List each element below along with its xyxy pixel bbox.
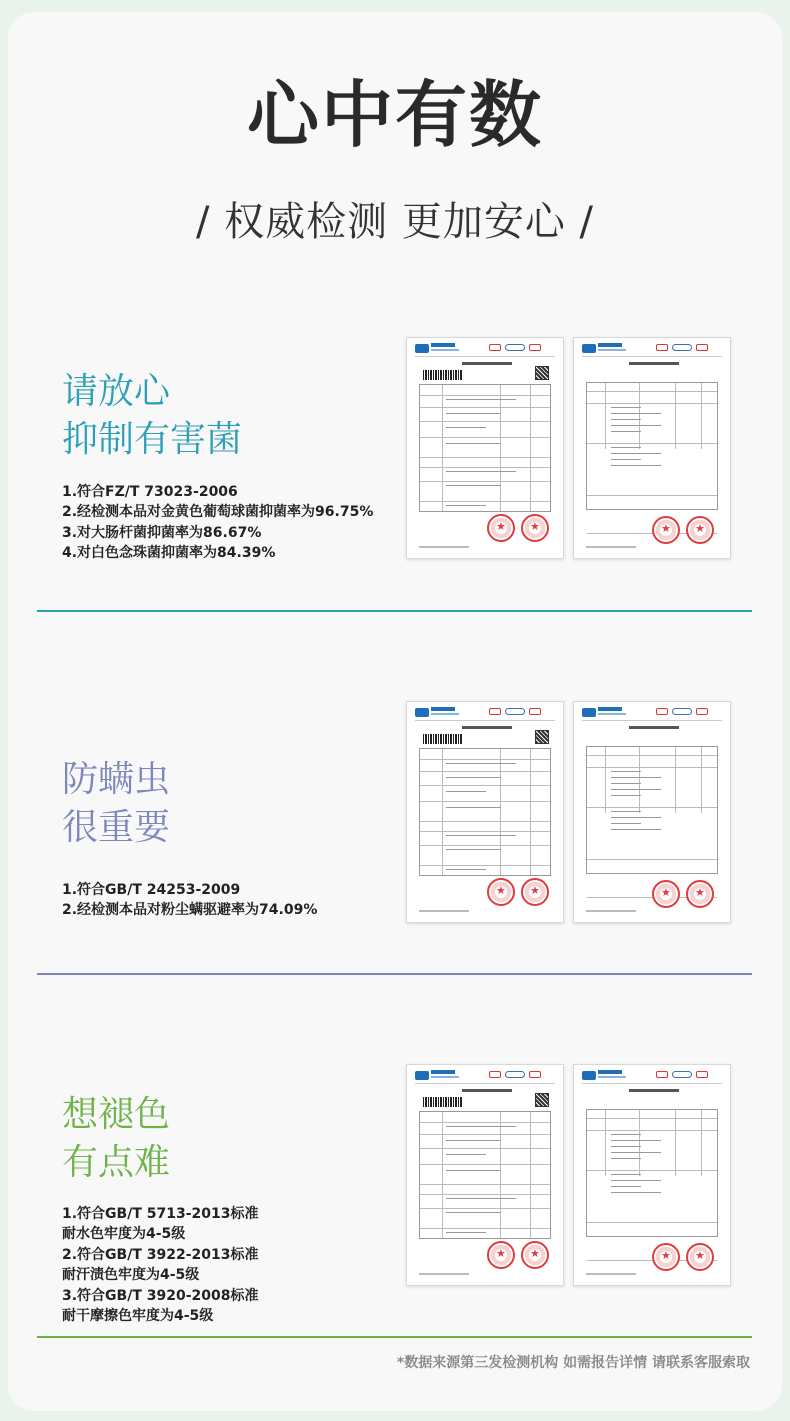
- report-text: [611, 413, 661, 414]
- point: 3.对大肠杆菌抑菌率为86.67%: [62, 524, 262, 541]
- report-footer: [419, 910, 469, 912]
- report-text: [611, 447, 641, 448]
- table-rule: [701, 1110, 702, 1176]
- star-icon: ★: [530, 1247, 540, 1260]
- table-rule: [587, 495, 717, 496]
- table-rule: [587, 443, 717, 444]
- ilac-badge-icon: [696, 708, 708, 715]
- red-seal-icon: [521, 1241, 549, 1269]
- report-logo-icon: [582, 344, 596, 353]
- report-rule: [415, 1083, 555, 1084]
- qr-code-icon: [535, 1093, 549, 1107]
- star-icon: ★: [530, 884, 540, 897]
- table-rule: [587, 767, 717, 768]
- table-rule: [639, 747, 640, 813]
- test-report-image: [573, 701, 731, 923]
- report-text: [611, 431, 641, 432]
- table-rule: [500, 749, 501, 875]
- report-text: [446, 1154, 486, 1155]
- report-text: [446, 869, 486, 870]
- report-text: [611, 817, 661, 818]
- report-text: [446, 849, 501, 850]
- report-title: [462, 362, 512, 365]
- report-title: [629, 726, 679, 729]
- point: 1.符合GB/T 24253-2009: [62, 882, 241, 898]
- report-logo-icon: [415, 1071, 429, 1080]
- heading-line-1: 想褪色: [62, 1094, 171, 1135]
- report-text: [611, 795, 641, 796]
- red-seal-icon: [521, 514, 549, 542]
- report-logo-text: [431, 1076, 459, 1078]
- cma-badge-icon: [489, 1071, 501, 1078]
- table-rule: [639, 383, 640, 449]
- table-rule: [530, 749, 531, 875]
- heading-line-2: 抑制有害菌: [62, 419, 243, 460]
- report-logo-text: [598, 1076, 626, 1078]
- star-icon: ★: [530, 520, 540, 533]
- page-title: 心中有数: [246, 73, 543, 157]
- report-text: [611, 789, 661, 790]
- table-rule: [587, 403, 717, 404]
- table-rule: [500, 385, 501, 511]
- qr-code-icon: [535, 366, 549, 380]
- point: 2.经检测本品对金黄色葡萄球菌抑菌率为96.75%: [62, 504, 374, 521]
- report-text: [446, 1140, 501, 1141]
- point: 3.符合GB/T 3920-2008标准: [62, 1287, 259, 1304]
- report-text: [446, 791, 486, 792]
- test-report-image: [406, 337, 564, 559]
- report-text: [446, 1126, 516, 1127]
- report-table: [419, 748, 551, 876]
- test-report-image: [573, 1064, 731, 1286]
- report-text: [446, 1212, 501, 1213]
- cnas-badge-icon: [505, 344, 525, 351]
- point: 耐干摩擦色牢度为4-5级: [62, 1308, 214, 1325]
- table-rule: [587, 807, 717, 808]
- report-logo-text: [598, 349, 626, 351]
- table-rule: [530, 1112, 531, 1238]
- report-table: [586, 746, 718, 874]
- section-divider: [37, 610, 752, 612]
- test-points: [62, 1204, 259, 1326]
- star-icon: ★: [661, 886, 671, 899]
- point: 2.符合GB/T 3922-2013标准: [62, 1246, 259, 1263]
- report-logo-icon: [582, 1071, 596, 1080]
- report-text: [611, 419, 641, 420]
- barcode-icon: [423, 1097, 463, 1107]
- red-seal-icon: [487, 514, 515, 542]
- report-text: [446, 413, 501, 414]
- table-rule: [442, 385, 443, 511]
- report-text: [611, 1180, 661, 1181]
- report-text: [611, 823, 641, 824]
- footnote: *数据来源第三发检测机构 如需报告详情 请联系客服索取: [396, 1355, 750, 1371]
- report-text: [446, 427, 486, 428]
- report-logo-text: [598, 707, 622, 711]
- report-rule: [582, 720, 722, 721]
- report-logo-text: [431, 349, 459, 351]
- ilac-badge-icon: [696, 344, 708, 351]
- table-rule: [500, 1112, 501, 1238]
- heading-line-1: 防螨虫: [62, 759, 171, 800]
- report-footer: [586, 546, 636, 548]
- star-icon: ★: [695, 886, 705, 899]
- report-text: [611, 1192, 661, 1193]
- test-points: [62, 880, 317, 921]
- report-logo-text: [598, 713, 626, 715]
- table-rule: [587, 1170, 717, 1171]
- point: 2.经检测本品对粉尘螨驱避率为74.09%: [62, 902, 318, 919]
- section-divider: [37, 1336, 752, 1338]
- report-logo-text: [431, 707, 455, 711]
- report-rule: [582, 1083, 722, 1084]
- table-rule: [675, 1110, 676, 1176]
- heading-line-1: 请放心: [62, 371, 171, 412]
- test-report-image: [406, 1064, 564, 1286]
- test-points: [62, 482, 373, 564]
- report-text: [611, 811, 641, 812]
- report-footer: [586, 910, 636, 912]
- report-title: [629, 362, 679, 365]
- table-rule: [587, 859, 717, 860]
- red-seal-icon: [686, 1243, 714, 1271]
- table-rule: [442, 1112, 443, 1238]
- report-table: [586, 382, 718, 510]
- report-text: [446, 505, 486, 506]
- ilac-badge-icon: [529, 708, 541, 715]
- report-text: [611, 453, 661, 454]
- table-rule: [639, 1110, 640, 1176]
- report-text: [611, 1140, 661, 1141]
- report-text: [611, 1146, 641, 1147]
- point: 4.对白色念珠菌抑菌率为84.39%: [62, 545, 276, 562]
- report-text: [611, 1152, 661, 1153]
- point: 1.符合GB/T 5713-2013标准: [62, 1206, 259, 1222]
- report-logo-text: [431, 1070, 455, 1074]
- qr-code-icon: [535, 730, 549, 744]
- report-text: [446, 471, 516, 472]
- table-rule: [587, 391, 717, 392]
- report-logo-icon: [582, 708, 596, 717]
- report-table: [419, 384, 551, 512]
- report-text: [446, 399, 516, 400]
- report-text: [611, 465, 661, 466]
- ilac-badge-icon: [529, 344, 541, 351]
- report-table: [419, 1111, 551, 1239]
- star-icon: ★: [695, 1249, 705, 1262]
- report-text: [611, 829, 661, 830]
- point: 耐汗渍色牢度为4-5级: [62, 1267, 200, 1284]
- report-text: [446, 1170, 501, 1171]
- report-rule: [415, 356, 555, 357]
- page-subtitle: / 权威检测 更加安心 /: [195, 199, 595, 245]
- report-text: [446, 1232, 486, 1233]
- cnas-badge-icon: [672, 344, 692, 351]
- report-text: [611, 771, 641, 772]
- barcode-icon: [423, 370, 463, 380]
- report-footer: [419, 546, 469, 548]
- report-text: [446, 485, 501, 486]
- report-text: [446, 835, 516, 836]
- report-logo-text: [431, 343, 455, 347]
- report-title: [462, 726, 512, 729]
- report-text: [611, 1186, 641, 1187]
- ilac-badge-icon: [529, 1071, 541, 1078]
- report-text: [446, 763, 516, 764]
- table-rule: [605, 747, 606, 813]
- report-text: [611, 783, 641, 784]
- report-rule: [582, 356, 722, 357]
- test-report-image: [573, 337, 731, 559]
- heading-line-2: 很重要: [62, 807, 171, 848]
- table-rule: [675, 747, 676, 813]
- star-icon: ★: [496, 1247, 506, 1260]
- report-text: [611, 459, 641, 460]
- red-seal-icon: [686, 880, 714, 908]
- report-text: [446, 443, 501, 444]
- cnas-badge-icon: [505, 1071, 525, 1078]
- table-rule: [587, 1130, 717, 1131]
- report-footer: [419, 1273, 469, 1275]
- cnas-badge-icon: [672, 1071, 692, 1078]
- cma-badge-icon: [656, 344, 668, 351]
- report-text: [611, 1174, 641, 1175]
- report-text: [446, 1198, 516, 1199]
- barcode-icon: [423, 734, 463, 744]
- report-text: [446, 807, 501, 808]
- cnas-badge-icon: [505, 708, 525, 715]
- heading-line-2: 有点难: [62, 1142, 171, 1183]
- table-rule: [605, 1110, 606, 1176]
- red-seal-icon: [487, 1241, 515, 1269]
- red-seal-icon: [652, 880, 680, 908]
- section-heading: [62, 1091, 170, 1187]
- point: 耐水色牢度为4-5级: [62, 1226, 186, 1243]
- red-seal-icon: [652, 516, 680, 544]
- report-logo-icon: [415, 708, 429, 717]
- report-title: [462, 1089, 512, 1092]
- report-table: [586, 1109, 718, 1237]
- report-text: [611, 407, 641, 408]
- point: 1.符合FZ/T 73023-2006: [62, 484, 238, 500]
- cma-badge-icon: [489, 344, 501, 351]
- star-icon: ★: [695, 522, 705, 535]
- red-seal-icon: [521, 878, 549, 906]
- cma-badge-icon: [489, 708, 501, 715]
- red-seal-icon: [686, 516, 714, 544]
- star-icon: ★: [661, 522, 671, 535]
- report-text: [611, 777, 661, 778]
- test-report-image: [406, 701, 564, 923]
- report-text: [611, 1134, 641, 1135]
- report-logo-text: [431, 713, 459, 715]
- table-rule: [587, 1118, 717, 1119]
- star-icon: ★: [496, 520, 506, 533]
- table-rule: [675, 383, 676, 449]
- section-heading: [62, 756, 170, 852]
- report-rule: [415, 720, 555, 721]
- cma-badge-icon: [656, 708, 668, 715]
- section-divider: [37, 973, 752, 975]
- table-rule: [701, 747, 702, 813]
- table-rule: [587, 755, 717, 756]
- report-title: [629, 1089, 679, 1092]
- report-footer: [586, 1273, 636, 1275]
- star-icon: ★: [496, 884, 506, 897]
- table-rule: [442, 749, 443, 875]
- report-text: [611, 425, 661, 426]
- table-rule: [605, 383, 606, 449]
- red-seal-icon: [652, 1243, 680, 1271]
- report-text: [611, 1158, 641, 1159]
- table-rule: [530, 385, 531, 511]
- report-logo-icon: [415, 344, 429, 353]
- ilac-badge-icon: [696, 1071, 708, 1078]
- table-rule: [701, 383, 702, 449]
- cma-badge-icon: [656, 1071, 668, 1078]
- report-logo-text: [598, 1070, 622, 1074]
- cnas-badge-icon: [672, 708, 692, 715]
- table-rule: [587, 1222, 717, 1223]
- red-seal-icon: [487, 878, 515, 906]
- section-heading: [62, 368, 242, 464]
- star-icon: ★: [661, 1249, 671, 1262]
- report-logo-text: [598, 343, 622, 347]
- report-text: [446, 777, 501, 778]
